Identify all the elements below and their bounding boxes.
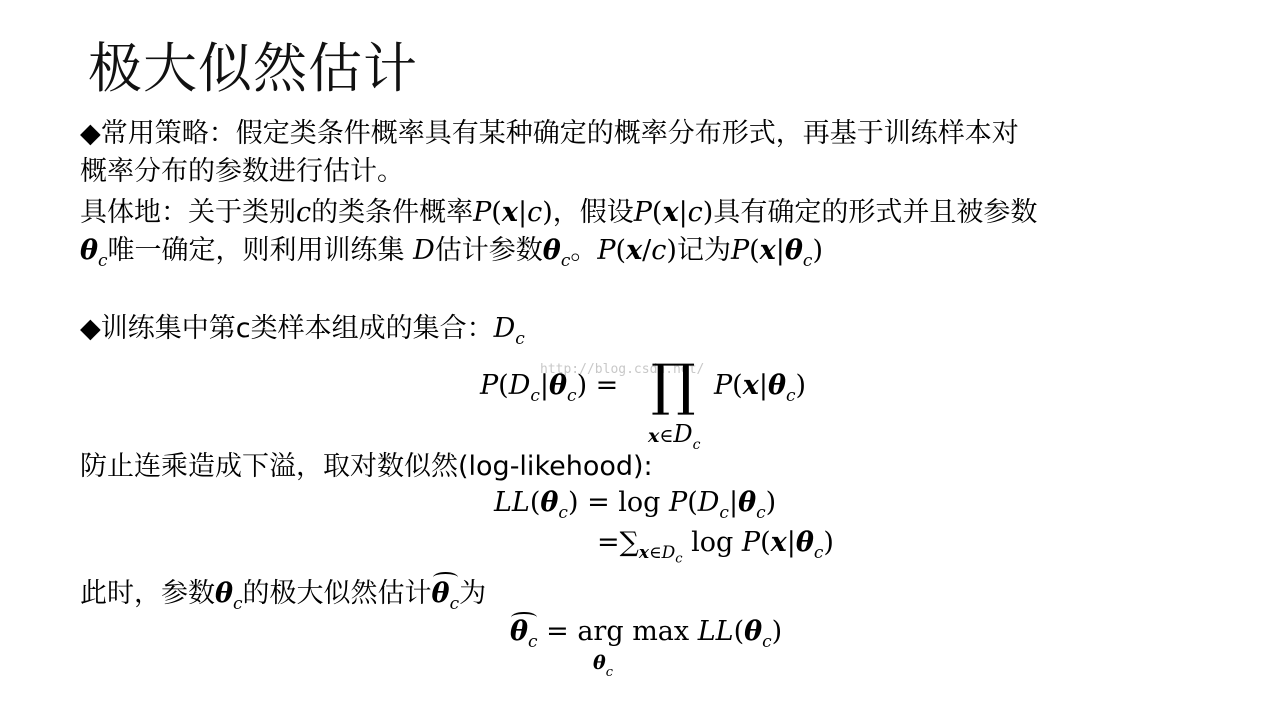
concrete-text-1: 具体地：关于类别 [80, 197, 296, 228]
theta-c-hat: $\theta_c$ [432, 576, 460, 622]
watermark-url: http://blog.csdn.net/ [540, 362, 705, 377]
D-symbol: D [413, 235, 435, 266]
concrete-text-2: 的类条件概率 [311, 197, 474, 228]
concrete-text-3: ，假设 [552, 197, 634, 228]
concrete-text-7: 。 [570, 235, 598, 266]
concrete-text-4: 具有确定的形式并且被参数 [713, 197, 1038, 228]
theta-c: $\theta_c$ [80, 235, 108, 271]
p-x-slash-c: P(x/c) [597, 235, 677, 266]
product-formula-rhs: $P(x|\theta_c)$ [714, 370, 807, 406]
slide-title: 极大似然估计 [88, 37, 418, 100]
result-text-2: 的极大似然估计 [242, 578, 432, 609]
training-set-line [80, 311, 525, 357]
log-likelihood-intro: 防止连乘造成下溢，取对数似然(log-likehood): [80, 451, 653, 482]
concrete-text-5: 唯一确定，则利用训练集 [107, 235, 405, 266]
likelihood-expr: P(x|c) [473, 197, 553, 228]
theta-c-2: $\theta_c$ [542, 235, 571, 271]
product-index: $x\in D_c$ [648, 420, 701, 453]
concrete-line-1 [80, 195, 1037, 231]
result-text-3: 为 [459, 578, 487, 609]
c-symbol: c [296, 197, 312, 228]
product-formula-lhs: $P(D_c|\theta_c)$ = [480, 370, 619, 406]
mle-result-line [80, 576, 486, 622]
ll-formula-line-2: $=\sum_{x\in D_c}$ $\log P(x|\theta_c)$ [597, 527, 834, 567]
argmax-subscript: $\theta_c$ [593, 652, 613, 680]
D-c: $D_c$ [493, 313, 525, 349]
concrete-text-8: 记为 [676, 235, 731, 266]
likelihood-expr-2: P(x|c) [633, 197, 714, 228]
concrete-line-2 [80, 233, 823, 279]
result-text-1: 此时，参数 [80, 578, 215, 609]
ll-formula-line-1: $LL(\theta_c) = \log P(D_c|\theta_c)$ [494, 487, 777, 523]
training-set-text: ◆训练集中第c类样本组成的集合： [80, 313, 494, 344]
p-x-theta: $P(x|\theta_c)$ [730, 235, 823, 271]
strategy-line-1: ◆常用策略：假定类条件概率具有某种确定的概率分布形式，再基于训练样本对 [80, 118, 1019, 149]
argmax-formula: $\theta_c$ = arg $\max LL(\theta_c)$ [510, 616, 783, 652]
theta-c-3: $\theta_c$ [215, 578, 243, 614]
product-symbol: ∏ [651, 353, 696, 418]
strategy-line-2: 概率分布的参数进行估计。 [80, 156, 404, 187]
concrete-text-6: 估计参数 [434, 235, 543, 266]
